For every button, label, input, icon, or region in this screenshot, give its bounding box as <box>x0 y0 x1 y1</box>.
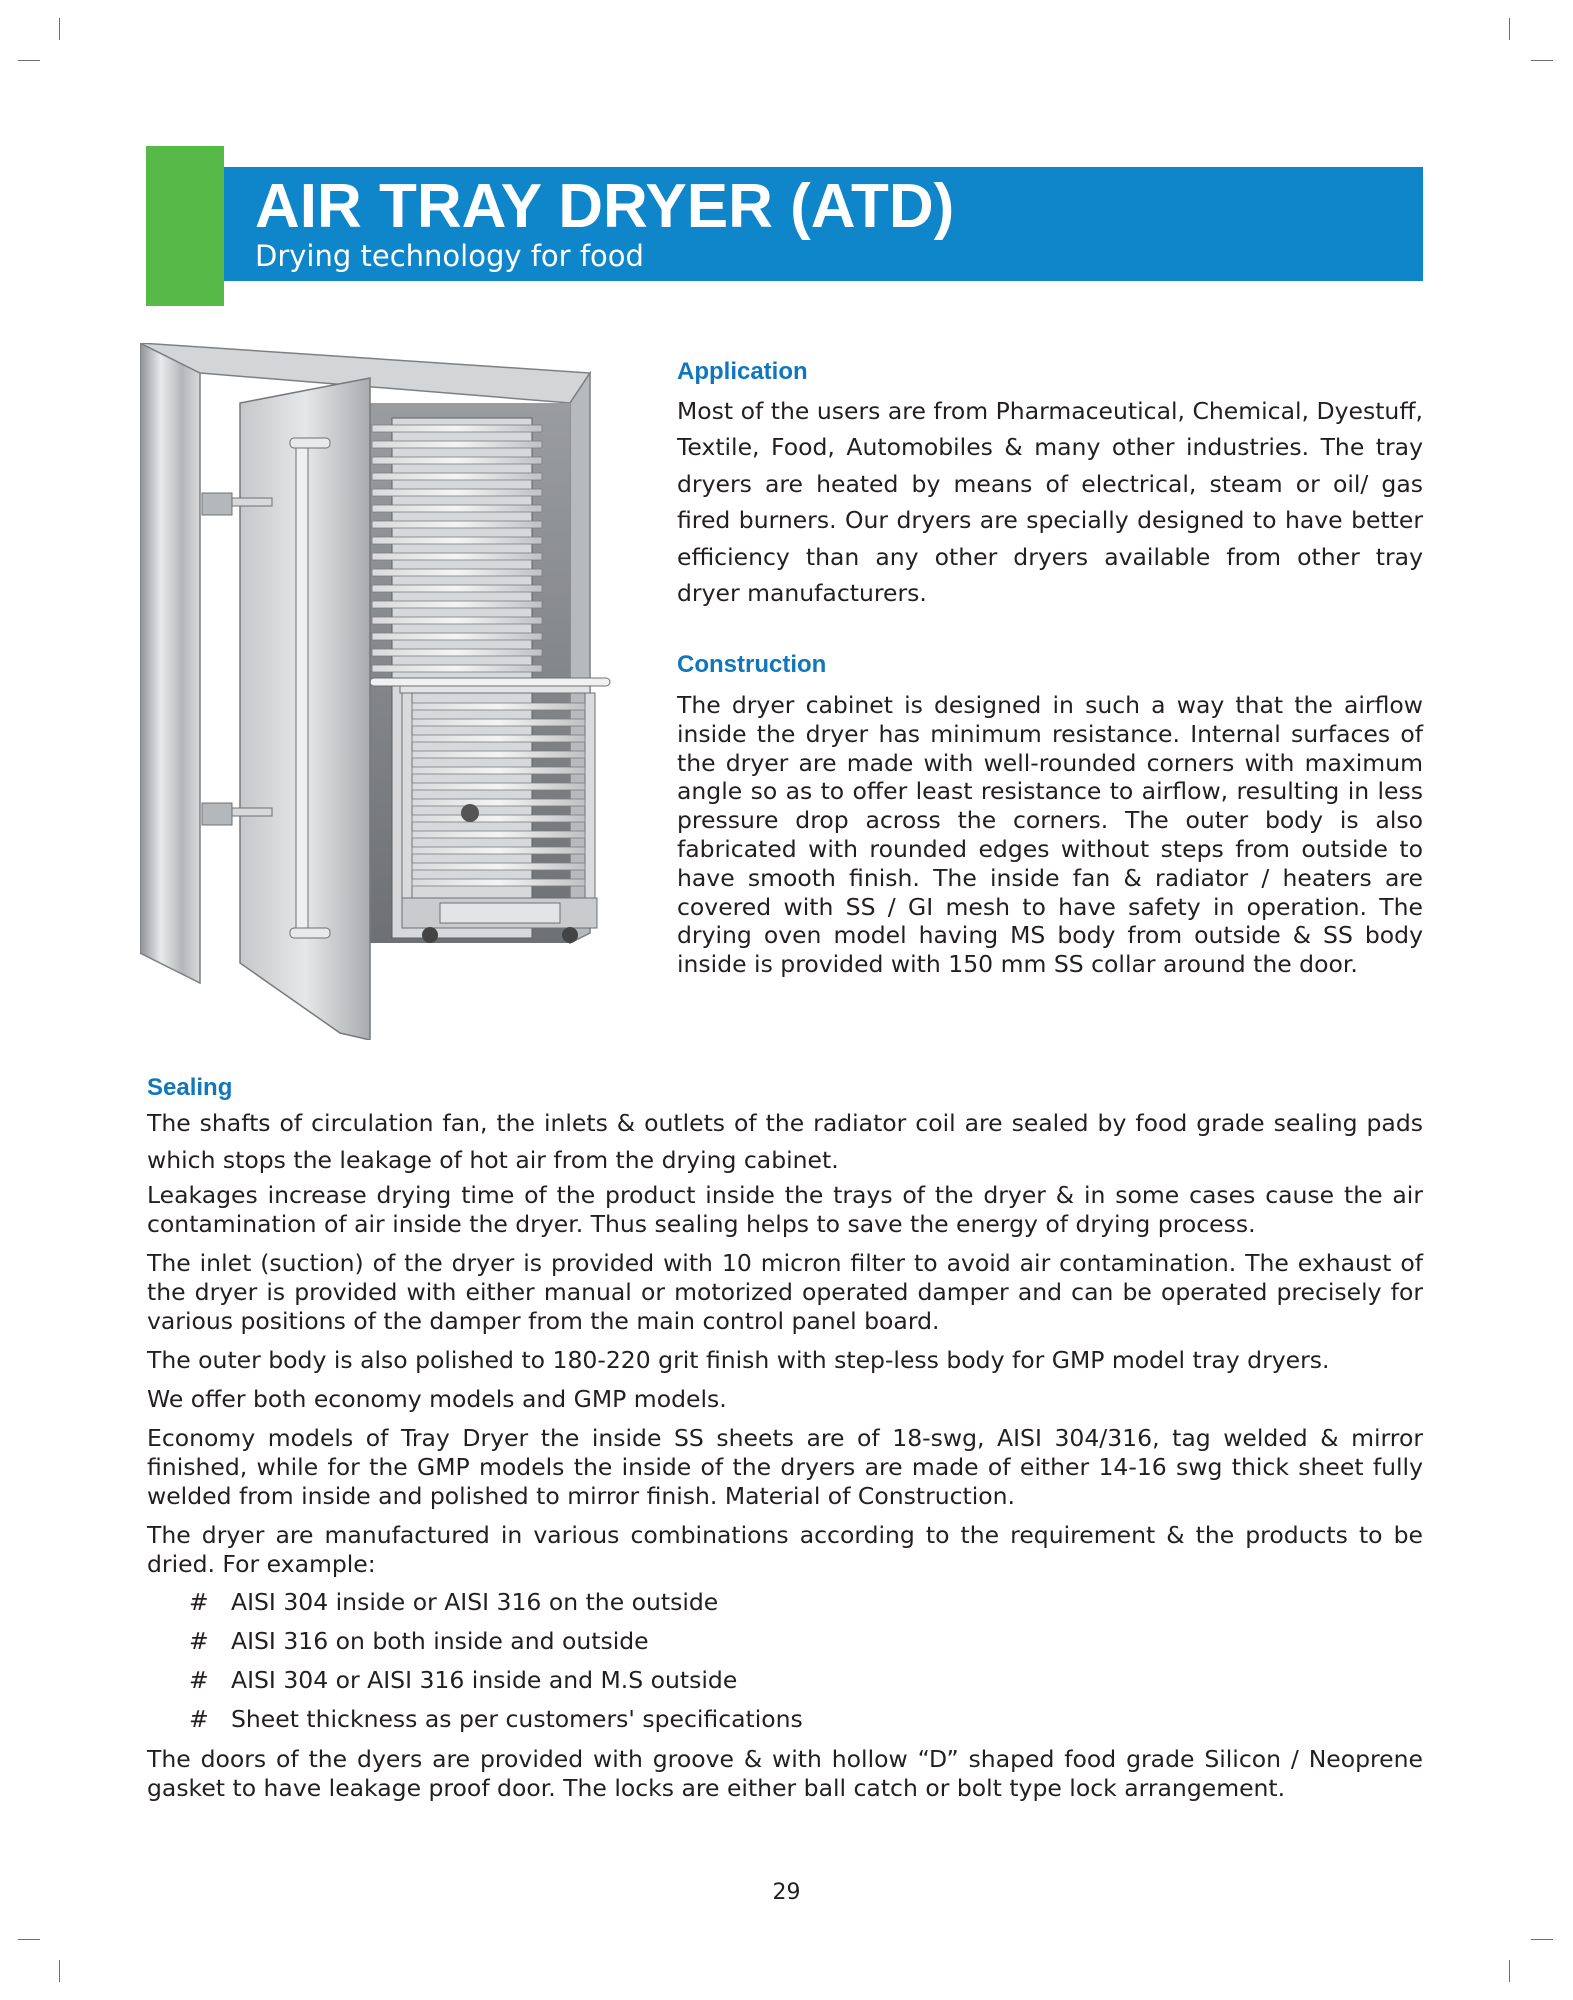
page-subtitle: Drying technology for food <box>255 239 644 273</box>
crop-mark <box>18 60 40 61</box>
crop-mark <box>1509 1960 1510 1982</box>
sealing-paragraph-4: The outer body is also polished to 180-220 grit finish with step-less body for GMP model tray dryers. <box>147 1346 1330 1374</box>
list-item-text: Sheet thickness as per customers' specifications <box>231 1705 803 1733</box>
page-title: AIR TRAY DRYER (ATD) <box>255 172 955 241</box>
list-item <box>147 1622 1423 1661</box>
sealing-paragraph-6: Economy models of Tray Dryer the inside SS sheets are of 18-swg, AISI 304/316, tag welded & mirror finished, while for the GMP models the inside of the dryers are made of either 14-16 swg thick sheet fully welded from inside and polished to mirror finish. Material of Construction. <box>147 1424 1423 1510</box>
header-accent-bar <box>146 146 224 306</box>
sealing-paragraph-8: The doors of the dyers are provided with groove & with hollow “D” shaped food grade Silicon / Neoprene gasket to have leakage proof door. The locks are either ball catch or bolt type lock arrangement. <box>147 1745 1423 1802</box>
application-heading: Application <box>677 358 808 385</box>
construction-heading: Construction <box>677 651 827 678</box>
list-item <box>147 1583 1423 1622</box>
crop-mark <box>59 18 60 40</box>
sealing-section <box>147 1105 1423 1803</box>
crop-mark <box>1531 60 1553 61</box>
sealing-paragraph-3: The inlet (suction) of the dryer is provided with 10 micron filter to avoid air contamination. The exhaust of the dryer is provided with either manual or motorized operated damper and can be operated precisely for various positions of the damper from the main control panel board. <box>147 1249 1423 1335</box>
sealing-paragraph-2: Leakages increase drying time of the product inside the trays of the dryer & in some cases cause the air contamination of air inside the dryer. Thus sealing helps to save the energy of drying process. <box>147 1181 1423 1238</box>
crop-mark <box>1509 18 1510 40</box>
list-item <box>147 1661 1423 1700</box>
sealing-paragraph-5: We offer both economy models and GMP models. <box>147 1385 727 1413</box>
page-number: 29 <box>772 1880 801 1905</box>
crop-mark <box>18 1939 40 1940</box>
bullet-symbol: # <box>189 1627 209 1655</box>
crop-mark <box>1531 1939 1553 1940</box>
sealing-heading: Sealing <box>147 1074 233 1101</box>
construction-text: The dryer cabinet is designed in such a way that the airflow inside the dryer has minimum resistance. Internal surfaces of the dryer are made with well-rounded corners with maximum angle so as to offer least resistance to airflow, resulting in less pressure drop across the corners. The outer body is also fabricated with rounded edges without steps from outside to have smooth finish. The inside fan & radiator / heaters are covered with SS / GI mesh to have safety in operation. The drying oven model having MS body from outside & SS body inside is provided with 150 mm SS collar around the door. <box>677 691 1423 979</box>
bullet-symbol: # <box>189 1705 209 1733</box>
material-list <box>147 1583 1423 1739</box>
application-text: Most of the users are from Pharmaceutical, Chemical, Dyestuff, Textile, Food, Automobiles & many other industries. The tray dryers are heated by means of electrical, steam or oil/ gas fired burners. Our dryers are specially designed to have better efficiency than any other dryers available from other tray dryer manufacturers. <box>677 397 1423 608</box>
list-item-text: AISI 304 or AISI 316 inside and M.S outside <box>231 1666 738 1694</box>
bullet-symbol: # <box>189 1588 209 1616</box>
tray-dryer-image <box>140 343 640 1040</box>
list-item-text: AISI 304 inside or AISI 316 on the outside <box>231 1588 719 1616</box>
sealing-paragraph-1: The shafts of circulation fan, the inlets & outlets of the radiator coil are sealed by food grade sealing pads which stops the leakage of hot air from the drying cabinet. <box>147 1109 1423 1174</box>
bullet-symbol: # <box>189 1666 209 1694</box>
list-item <box>147 1700 1423 1739</box>
sealing-paragraph-7: The dryer are manufactured in various combinations according to the requirement & the products to be dried. For example: <box>147 1521 1423 1578</box>
crop-mark <box>59 1960 60 1982</box>
list-item-text: AISI 316 on both inside and outside <box>231 1627 649 1655</box>
